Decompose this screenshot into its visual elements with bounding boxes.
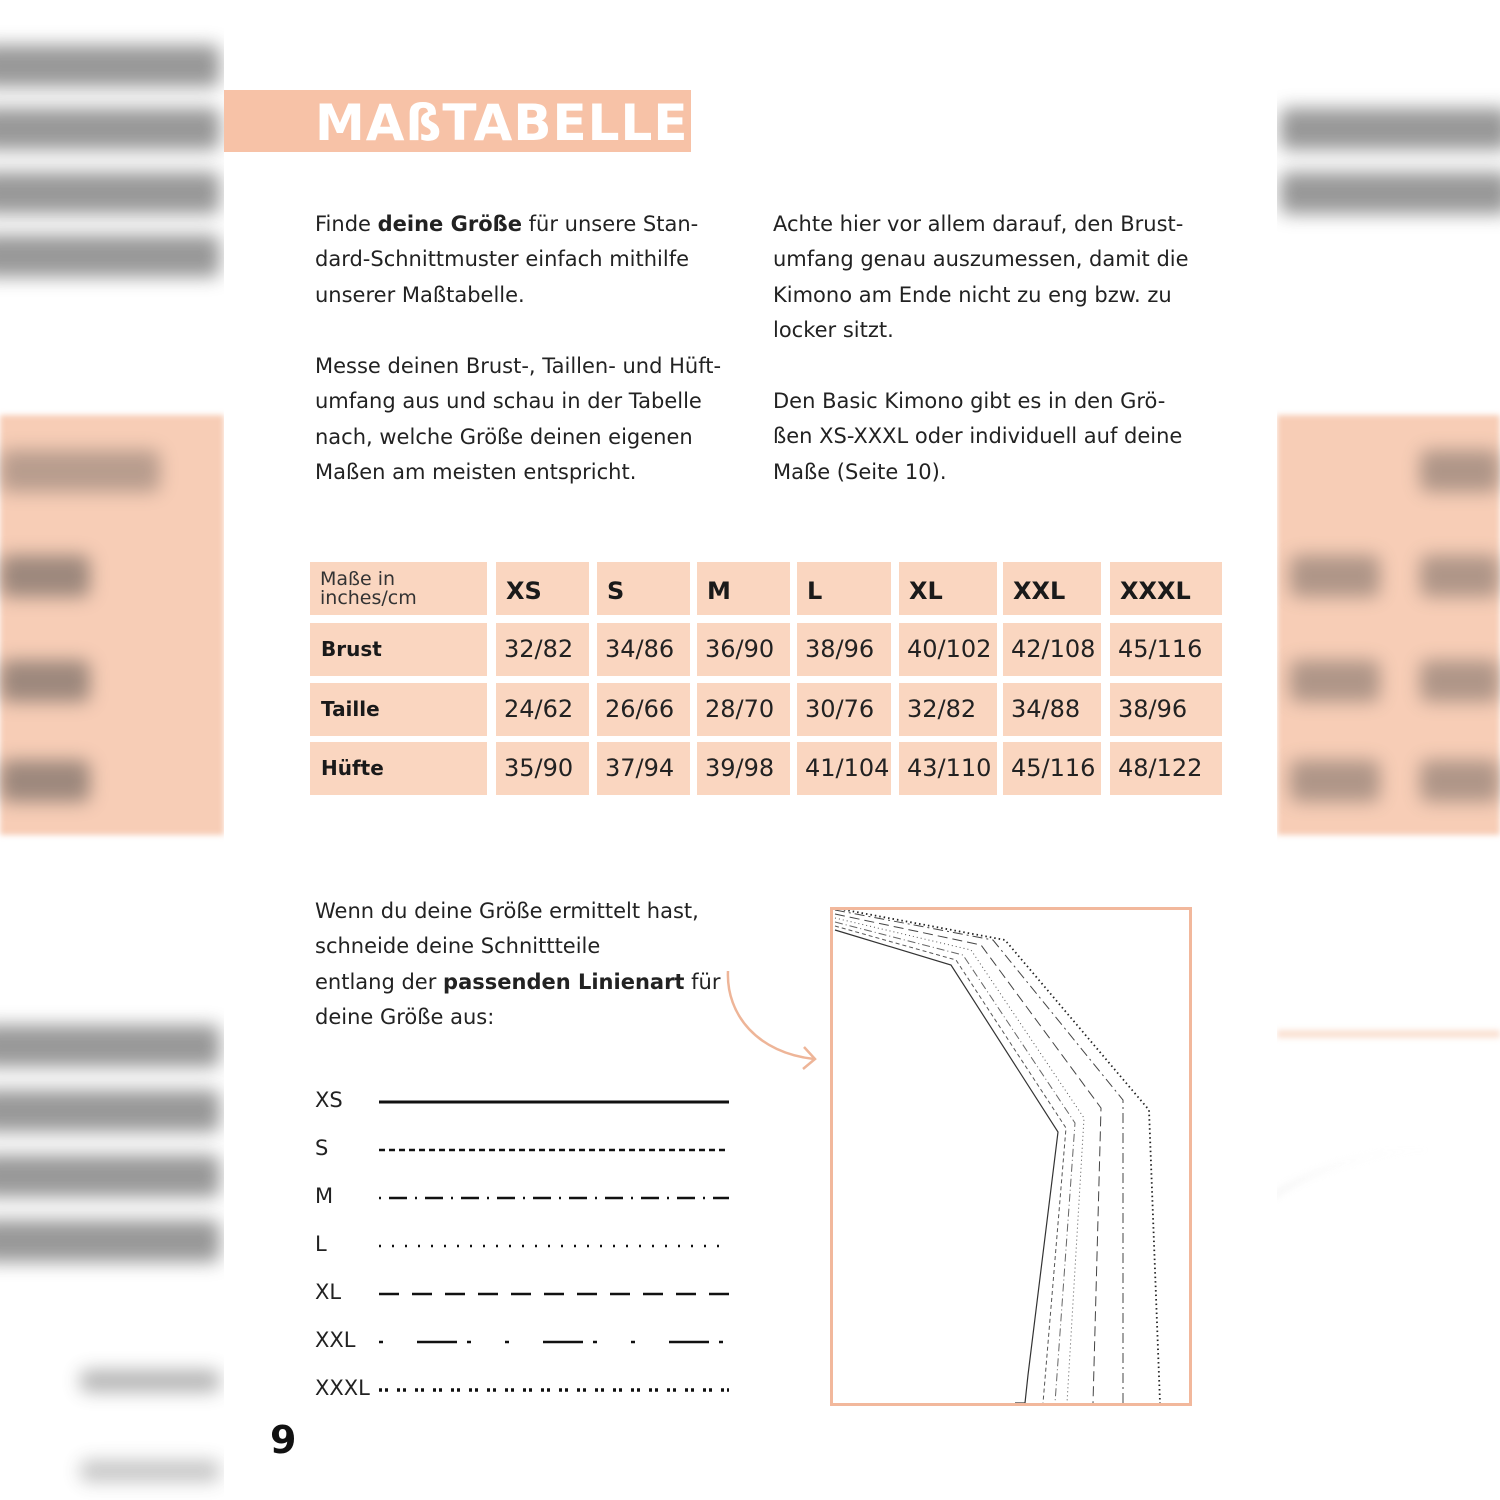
legend-line-sample: [379, 1096, 744, 1108]
table-value: 26/66: [605, 695, 675, 723]
table-size-header: M: [707, 577, 731, 605]
intro-right-paragraph-2: Den Basic Kimono gibt es in den Grö- ßen XS-XXXL oder individuell auf deine Maße (Seite 10).: [773, 389, 1183, 484]
table-size-header: S: [607, 577, 625, 605]
table-value-cell: [1110, 623, 1222, 676]
cut-text-segment: für: [684, 969, 721, 994]
legend-size-label: XXL: [315, 1328, 356, 1352]
table-size-header-cell: [1003, 562, 1101, 615]
pattern-page: [224, 0, 1277, 1500]
table-value-cell: [899, 683, 997, 736]
table-size-header: XXXL: [1120, 577, 1191, 605]
legend-line-sample: [379, 1240, 744, 1252]
table-value: 36/90: [705, 635, 775, 663]
page-title: MAßTABELLE: [315, 94, 689, 152]
legend-line-sample: [379, 1336, 744, 1348]
table-row-label-cell: [310, 742, 487, 795]
table-value: 32/82: [907, 695, 977, 723]
table-value: 39/98: [705, 754, 775, 782]
table-value: 41/104: [805, 754, 890, 782]
table-value: 40/102: [907, 635, 992, 663]
table-row-label: Hüfte: [321, 756, 384, 780]
table-value-cell: [899, 742, 997, 795]
table-value-cell: [899, 623, 997, 676]
table-value-cell: [1003, 623, 1101, 676]
cut-text-segment: schneide deine Schnittteile: [315, 934, 601, 959]
legend-size-label: M: [315, 1184, 334, 1208]
cut-text-segment: Wenn du deine Größe ermittelt hast,: [315, 899, 699, 923]
table-value-cell: [597, 683, 690, 736]
table-value: 34/88: [1011, 695, 1081, 723]
table-row-label-cell: [310, 683, 487, 736]
table-value-cell: [1110, 742, 1222, 795]
cut-instructions: [315, 894, 720, 1035]
table-value: 48/122: [1118, 754, 1203, 782]
intro-text-segment: für unsere Stan-: [521, 212, 699, 236]
legend-line-sample: [379, 1144, 744, 1156]
table-size-header: XL: [909, 577, 943, 605]
table-value-cell: [496, 623, 589, 676]
table-row-label-cell: [310, 623, 487, 676]
table-value-cell: [1003, 742, 1101, 795]
legend-size-label: S: [315, 1136, 329, 1160]
table-row-label: Brust: [321, 637, 382, 661]
table-value: 42/108: [1011, 635, 1096, 663]
table-value: 45/116: [1011, 754, 1096, 782]
table-value-cell: [1003, 683, 1101, 736]
table-value-cell: [697, 623, 790, 676]
intro-left-paragraph-2: Messe deinen Brust-, Taillen- und Hüft- umfang aus und schau in der Tabelle nach, welche Größe deinen eigenen Maßen am meisten entspricht.: [315, 354, 722, 484]
table-value: 38/96: [805, 635, 875, 663]
curved-arrow-icon: [718, 965, 828, 1075]
legend-line-sample: [379, 1288, 744, 1300]
intro-text-segment: dard-Schnittmuster einfach mithilfe: [315, 247, 690, 272]
intro-left-paragraph-1: [315, 207, 698, 313]
table-value: 28/70: [705, 695, 775, 723]
page-number: 9: [270, 1418, 297, 1462]
table-value-cell: [597, 742, 690, 795]
table-value: 43/110: [907, 754, 992, 782]
table-size-header-cell: [1110, 562, 1222, 615]
intro-text-segment: deine Größe: [377, 212, 522, 236]
legend-line-sample: [379, 1384, 744, 1396]
table-value-cell: [797, 683, 891, 736]
intro-text-segment: Finde: [315, 212, 378, 236]
table-value: 38/96: [1118, 695, 1188, 723]
table-value-cell: [496, 683, 589, 736]
legend-size-label: XXXL: [315, 1376, 370, 1400]
table-size-header-cell: [697, 562, 790, 615]
table-header-label: Maße in inches/cm: [320, 568, 417, 609]
table-value: 45/116: [1118, 635, 1203, 663]
table-size-header-cell: [597, 562, 690, 615]
table-header-label-cell: [310, 562, 487, 615]
table-value: 35/90: [504, 754, 574, 782]
cut-text-segment: deine Größe aus:: [315, 1004, 495, 1029]
table-size-header-cell: [899, 562, 997, 615]
table-value: 37/94: [605, 754, 675, 782]
intro-text-segment: unserer Maßtabelle.: [315, 282, 525, 307]
intro-right-paragraph-1: Achte hier vor allem darauf, den Brust- umfang genau auszumessen, damit die Kimono am Ende nicht zu eng bzw. zu locker sitzt.: [773, 212, 1189, 342]
table-size-header-cell: [496, 562, 589, 615]
table-value: 34/86: [605, 635, 675, 663]
table-row-label: Taille: [321, 697, 380, 721]
cut-text-segment: passenden Linienart: [443, 969, 685, 994]
table-value: 24/62: [504, 695, 574, 723]
table-value-cell: [697, 683, 790, 736]
table-value-cell: [496, 742, 589, 795]
table-value: 32/82: [504, 635, 574, 663]
legend-line-sample: [379, 1192, 744, 1204]
legend-size-label: XL: [315, 1280, 342, 1304]
legend-size-label: L: [315, 1232, 327, 1256]
cut-text-segment: entlang der: [315, 969, 444, 994]
table-value-cell: [597, 623, 690, 676]
table-value-cell: [1110, 683, 1222, 736]
table-value: 30/76: [805, 695, 875, 723]
pattern-lines-graphic: [833, 910, 1189, 1403]
pattern-piece-diagram: [830, 907, 1192, 1406]
table-size-header: XXL: [1013, 577, 1066, 605]
table-value-cell: [797, 742, 891, 795]
legend-size-label: XS: [315, 1088, 343, 1112]
table-size-header-cell: [797, 562, 891, 615]
table-value-cell: [697, 742, 790, 795]
table-value-cell: [797, 623, 891, 676]
table-size-header: L: [807, 577, 823, 605]
table-size-header: XS: [506, 577, 542, 605]
